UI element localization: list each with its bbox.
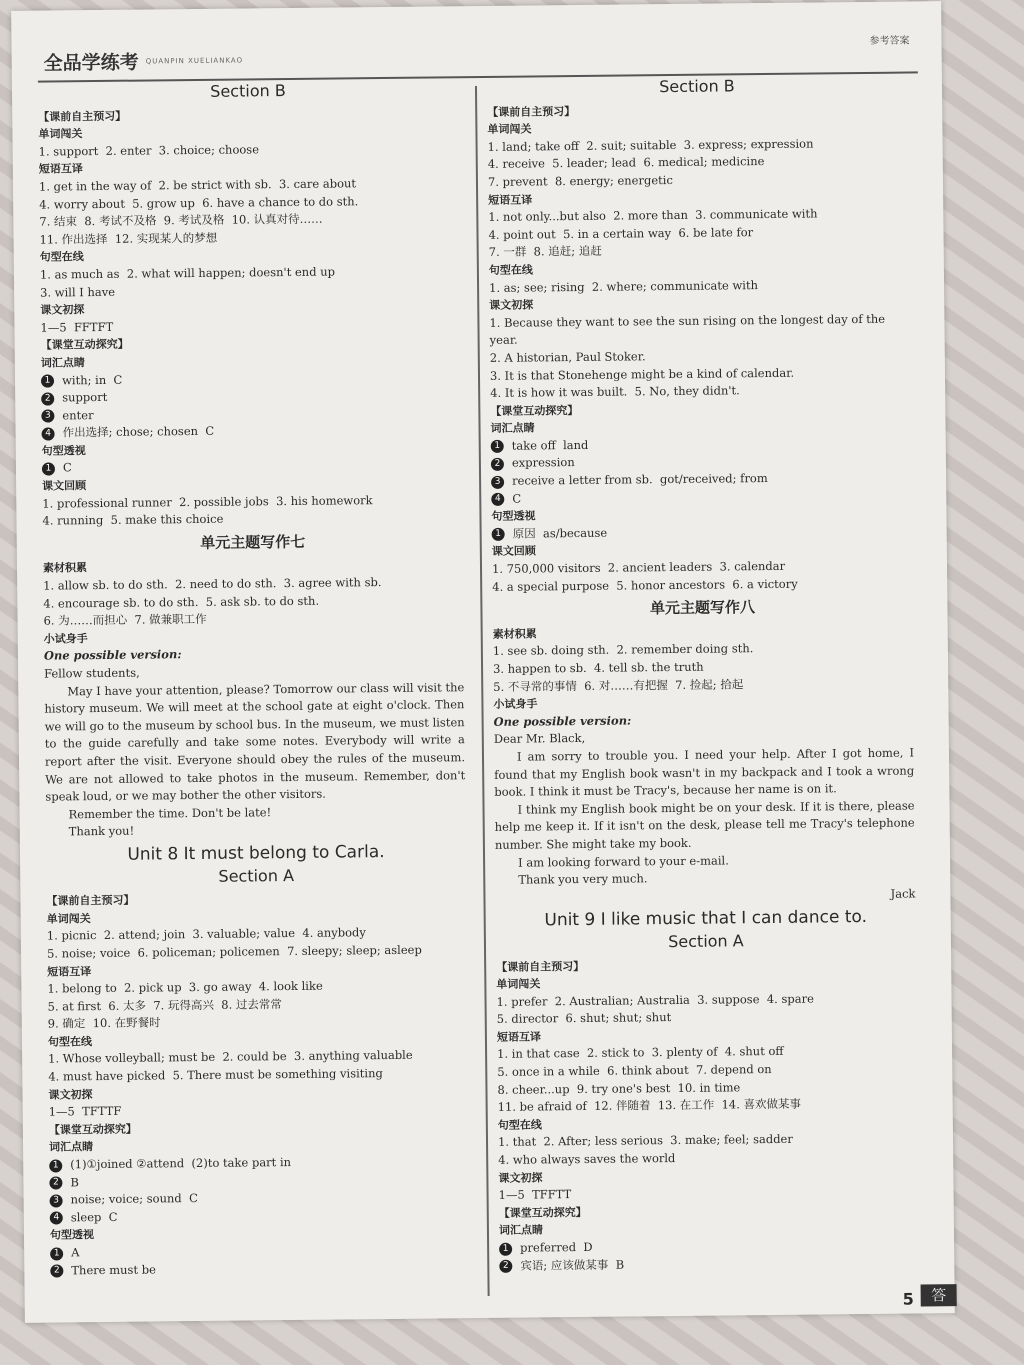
answer-line: 4. a special purpose 5. honor ancestors 6. a victory: [492, 576, 798, 594]
answer-line: 9. 确定 10. 在野餐时: [47, 1015, 161, 1031]
sub-label: 单词闯关: [487, 122, 532, 137]
answer-line: 1. 750,000 visitors 2. ancient leaders 3. calendar: [491, 558, 786, 576]
answer-line: 4. who always saves the world: [498, 1151, 676, 1167]
essay-text: [493, 727, 919, 907]
essay-paragraph: Thank you very much.: [518, 871, 648, 887]
answer-line: 1. prefer 2. Australian; Australia 3. suppose 4. spare: [496, 991, 814, 1009]
numbered-answer: 3 enter: [41, 403, 461, 425]
answer-line: 2. A historian, Paul Stoker.: [489, 349, 646, 365]
number-1-icon: 1: [492, 528, 505, 541]
answer-line: 1. picnic 2. attend; join 3. valuable; value 4. anybody: [46, 925, 366, 943]
number-1-icon: 1: [41, 374, 54, 387]
numbered-answer: 4 C: [491, 486, 911, 508]
sub-label: 小试身手: [43, 631, 88, 646]
answer-line: 1. as much as 2. what will happen; doesn't end up: [39, 264, 336, 282]
numbered-answer: 3 receive a letter from sb. got/received; from: [491, 469, 911, 491]
number-4-icon: 4: [50, 1212, 63, 1225]
answer-sheet-page: [11, 1, 955, 1323]
answer-line: 4. It is how it was built. 5. No, they didn't.: [490, 383, 740, 401]
section-title: Section A: [218, 865, 295, 886]
numbered-answer: 4 作出选择; chose; chosen C: [41, 420, 461, 442]
right-column: [487, 72, 920, 1276]
sub-label: 小试身手: [493, 697, 538, 712]
section-title: Section B: [210, 81, 286, 101]
answer-line: 1. belong to 2. pick up 3. go away 4. look like: [47, 978, 323, 996]
sub-label: 句型在线: [497, 1118, 542, 1132]
number-1-icon: 1: [491, 440, 504, 453]
sub-label: 课文回顾: [42, 479, 87, 493]
number-3-icon: 3: [41, 410, 54, 423]
answer-line: 1—5 TFTTF: [48, 1104, 122, 1119]
answer-line: 1. land; take off 2. suit; suitable 3. express; expression: [487, 136, 814, 154]
version-label: One possible version:: [493, 713, 632, 729]
number-2-icon: 2: [50, 1265, 63, 1278]
sub-label: 句型透视: [491, 509, 536, 524]
sub-label: 素材积累: [492, 627, 537, 641]
section-title: Section A: [668, 931, 744, 951]
sub-label: 短语互译: [488, 193, 533, 207]
answer-line: 5. noise; voice 6. policeman; policemen 7. sleepy; sleep; asleep: [46, 942, 422, 961]
answer-line: 4. encourage sb. to do sth. 5. ask sb. to do sth.: [43, 593, 320, 611]
numbered-answer: 2 B: [49, 1170, 469, 1192]
number-1-icon: 1: [49, 1159, 62, 1172]
essay-greeting: Fellow students,: [44, 665, 140, 681]
essay-paragraph: Remember the time. Don't be late!: [68, 804, 272, 822]
answer-line: 4. must have picked 5. There must be something visiting: [48, 1066, 383, 1084]
header-reference-answers: 参考答案: [869, 35, 910, 47]
numbered-answer: 1 preferred D: [499, 1235, 919, 1257]
numbered-answer: 1 原因 as/because: [492, 521, 912, 543]
numbered-answer: 1 take off land: [491, 433, 911, 455]
version-label: One possible version:: [43, 647, 182, 664]
number-1-icon: 1: [50, 1247, 63, 1260]
answer-line: 1. professional runner 2. possible jobs 3. his homework: [42, 492, 373, 511]
answer-line: 1. that 2. After; less serious 3. make; feel; sadder: [497, 1132, 793, 1150]
number-2-icon: 2: [41, 392, 54, 405]
sub-label: 句型在线: [39, 250, 84, 264]
answer-line: 1—5 TFFTT: [498, 1187, 572, 1203]
answer-line: 8. cheer...up 9. try one's best 10. in time: [497, 1079, 741, 1097]
answer-line: 4. point out 5. in a certain way 6. be late for: [488, 224, 754, 242]
numbered-answer: 2 expression: [491, 451, 911, 473]
sub-label: 课文初探: [48, 1087, 93, 1102]
sub-label: 单词闯关: [496, 977, 541, 991]
answer-line: 3. It is that Stonehenge might be a kind of calendar.: [489, 365, 795, 383]
unit-title: Unit 9 I like music that I can dance to.: [544, 907, 868, 931]
number-1-icon: 1: [499, 1242, 512, 1255]
answer-line: 1. allow sb. to do sth. 2. need to do sth. 3. agree with sb.: [43, 575, 382, 593]
sub-label: 素材积累: [42, 561, 88, 576]
number-2-icon: 2: [499, 1260, 512, 1273]
answer-line: 1. as; see; rising 2. where; communicate with: [489, 277, 759, 295]
answer-line: 5. 不寻常的事情 6. 对……有把握 7. 捡起; 拾起: [493, 676, 744, 694]
essay-text: [44, 661, 469, 841]
answer-line: 4. worry about 5. grow up 6. have a chance to do sth.: [39, 193, 359, 212]
answer-line: 7. 一群 8. 追赶; 追赶: [488, 244, 602, 260]
answer-tag: 答: [921, 1284, 957, 1306]
section-label: 【课堂互动探究】: [48, 1122, 137, 1137]
sub-label: 课文回顾: [491, 544, 536, 559]
answer-line: 1. Whose volleyball; must be 2. could be 3. anything valuable: [48, 1048, 413, 1067]
essay-greeting: Dear Mr. Black,: [493, 731, 586, 747]
answer-line: 1. see sb. doing sth. 2. remember doing sth.: [492, 641, 754, 659]
numbered-answer: 2 宾语; 应该做某事 B: [499, 1253, 919, 1275]
left-column: [38, 76, 471, 1280]
essay-paragraph: I am looking forward to your e-mail.: [518, 852, 729, 870]
sub-label: 句型在线: [488, 263, 533, 277]
answer-line: 6. 为……而担心 7. 做兼职工作: [43, 612, 207, 628]
answer-line: 7. 结束 8. 考试不及格 9. 考试及格 10. 认真对待……: [39, 211, 323, 229]
number-2-icon: 2: [49, 1177, 62, 1190]
answer-line: 11. 作出选择 12. 实现某人的梦想: [39, 230, 218, 247]
writing-title: 单元主题写作八: [649, 598, 756, 618]
answer-line: 1. get in the way of 2. be strict with sb. 3. care about: [38, 176, 357, 194]
numbered-answer: 2 support: [41, 385, 461, 407]
numbered-answer: 2 There must be: [50, 1258, 470, 1280]
sub-label: 句型透视: [49, 1228, 95, 1242]
sub-label: 短语互译: [496, 1030, 541, 1044]
number-1-icon: 1: [42, 462, 55, 475]
numbered-answer: 3 noise; voice; sound C: [50, 1187, 470, 1209]
numbered-answer: 1 (1)①joined ②attend (2)to take part in: [49, 1152, 469, 1174]
answer-line: 5. director 6. shut; shut; shut: [496, 1010, 672, 1027]
answer-line: 1. support 2. enter 3. choice; choose: [38, 142, 260, 159]
section-label: 【课前自主预习】: [46, 893, 135, 908]
sub-label: 课文初探: [40, 303, 85, 317]
numbered-answer: 1 C: [42, 456, 462, 478]
number-3-icon: 3: [491, 475, 504, 488]
numbered-answer: 1 with; in C: [41, 368, 461, 390]
sub-label: 词汇点睛: [40, 356, 85, 370]
section-label: 【课堂互动探究】: [490, 403, 579, 418]
essay-signature: Jack: [890, 886, 916, 901]
answer-line: 7. prevent 8. energy; energetic: [487, 172, 673, 189]
answer-line: 5. once in a while 6. think about 7. depend on: [497, 1062, 772, 1079]
essay-paragraph: I am sorry to trouble you. I need your help. After I got home, I found that my English book wasn't in my backpack and I took a wrong book. I think it must be Tracy's, because her name is on it.: [494, 745, 918, 800]
section-title: Section B: [659, 76, 735, 97]
sub-label: 词汇点睛: [490, 421, 535, 436]
number-3-icon: 3: [50, 1194, 63, 1207]
answer-line: 1. in that case 2. stick to 3. plenty of 4. shut off: [497, 1044, 784, 1062]
brand-subtitle: QUANPIN XUELIANKAO: [145, 56, 244, 66]
section-label: 【课堂互动探究】: [40, 338, 129, 352]
answer-line: 1—5 FFTFT: [40, 319, 114, 335]
section-label: 【课前自主预习】: [487, 104, 576, 119]
sub-label: 短语互译: [38, 162, 83, 176]
essay-paragraph: Thank you!: [68, 824, 135, 839]
section-label: 【课前自主预习】: [496, 959, 585, 974]
number-2-icon: 2: [491, 458, 504, 471]
section-label: 【课前自主预习】: [38, 109, 127, 124]
section-label: 【课堂互动探究】: [498, 1205, 587, 1220]
sub-label: 句型透视: [41, 444, 86, 458]
essay-paragraph: May I have your attention, please? Tomorrow our class will visit the history museum. We will meet at the school gate at eight o'clock. Then we will go to the museum by school bus. In the museum, we must listen to the guide carefully and take some notes. Everybody will write a report after the visit. Everyone should obey the rules of the museum. We are not allowed to take photos in the museum. Remember, don't speak loud, or we may bother the other visitors.: [44, 679, 469, 804]
writing-title: 单元主题写作七: [200, 532, 306, 552]
sub-label: 词汇点睛: [498, 1223, 544, 1238]
answer-line: 3. happen to sb. 4. tell sb. the truth: [492, 659, 704, 676]
answer-line: 4. running 5. make this choice: [42, 511, 224, 528]
numbered-answer: 1 A: [50, 1240, 470, 1262]
sub-label: 词汇点睛: [48, 1140, 94, 1155]
sub-label: 句型在线: [47, 1034, 93, 1049]
number-4-icon: 4: [491, 493, 504, 506]
sub-label: 课文初探: [489, 298, 534, 313]
answer-line: 5. at first 6. 太多 7. 玩得高兴 8. 过去常常: [47, 996, 282, 1014]
column-divider: [475, 86, 490, 1296]
answer-line: 4. receive 5. leader; lead 6. medical; medicine: [487, 154, 765, 172]
sub-label: 课文初探: [498, 1171, 543, 1185]
answer-line: 1. Because they want to see the sun rising on the longest day of the year.: [489, 311, 889, 348]
answer-line: 3. will I have: [40, 284, 116, 300]
answer-line: 1. not only...but also 2. more than 3. communicate with: [488, 206, 818, 225]
brand-title: 全品学练考: [43, 51, 139, 75]
sub-label: 单词闯关: [38, 127, 83, 141]
page-number: 5: [902, 1289, 914, 1309]
essay-paragraph: I think my English book might be on your desk. If it is there, please help me keep it. If it isn't on the desk, please tell me Tracy's telephone number. She might take my book.: [494, 798, 919, 852]
number-4-icon: 4: [42, 427, 55, 440]
sub-label: 短语互译: [47, 964, 92, 979]
sub-label: 单词闯关: [46, 911, 91, 926]
answer-line: 11. be afraid of 12. 伴随着 13. 在工作 14. 喜欢做某事: [497, 1096, 802, 1115]
numbered-answer: 4 sleep C: [50, 1205, 470, 1227]
unit-title: Unit 8 It must belong to Carla.: [127, 841, 385, 865]
